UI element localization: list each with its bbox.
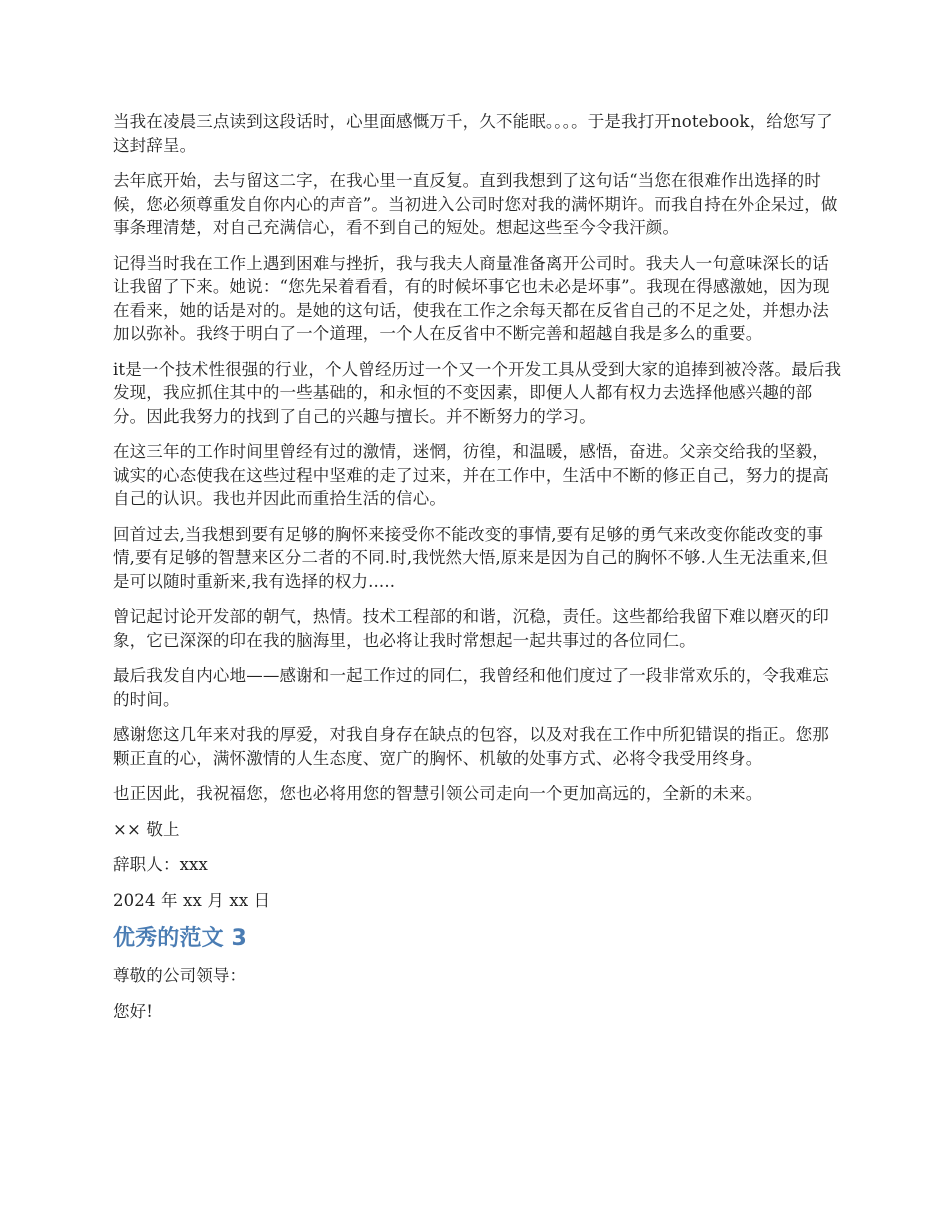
document-body — [113, 110, 843, 1035]
paragraph-blessing: 也正因此，我祝福您，您也必将用您的智慧引领公司走向一个更加高远的，全新的未来。 — [113, 784, 763, 803]
paragraph-wife-advice: 记得当时我在工作上遇到困难与挫折，我与我夫人商量准备离开公司时。我夫人一句意味深长的话让我留了下来。她说：“您先呆着看看，有的时候坏事它也未必是坏事”。我现在得感激她，因为现在看来，她的话是对的。是她的这句话，使我在工作之余每天都在反省自己的不足之处，并想办法加以弥补。我终于明白了一个道理，一个人在反省中不断完善和超越自我是多么的重要。 — [113, 253, 830, 343]
signature-date: 2024 年 xx 月 xx 日 — [113, 890, 271, 910]
paragraph-departments: 曾记起讨论开发部的朝气，热情。技术工程部的和谐，沉稳，责任。这些都给我留下难以磨灭的印象，它已深深的印在我的脑海里，也必将让我时常想起一起共事过的各位同仁。 — [113, 607, 829, 650]
paragraph-thanks-colleagues: 最后我发自内心地——感谢和一起工作过的同仁，我曾经和他们度过了一段非常欢乐的，令我难忘的时间。 — [113, 666, 829, 709]
salutation: 尊敬的公司领导： — [113, 966, 247, 985]
section-heading: 优秀的范文 3 — [113, 926, 248, 951]
signature-respectfully: ×× 敬上 — [113, 819, 180, 839]
paragraph-thanks-leader: 感谢您这几年来对我的厚爱，对我自身存在缺点的包容，以及对我在工作中所犯错误的指正。您那颗正直的心，满怀激情的人生态度、宽广的胸怀、机敏的处事方式、必将令我受用终身。 — [113, 725, 829, 768]
paragraph-looking-back: 回首过去,当我想到要有足够的胸怀来接受你不能改变的事情,要有足够的勇气来改变你能改变的事情,要有足够的智慧来区分二者的不同.时,我恍然大悟,原来是因为自己的胸怀不够.人生无法重来,但是可以随时重新来,我有选择的权力..... — [113, 524, 829, 591]
signature-resigner: 辞职人：xxx — [113, 855, 208, 874]
greeting: 您好! — [113, 1001, 154, 1021]
paragraph-three-years: 在这三年的工作时间里曾经有过的激情，迷惘，彷徨，和温暖，感悟，奋进。父亲交给我的坚毅，诚实的心态使我在这些过程中坚难的走了过来，并在工作中，生活中不断的修正自己，努力的提高自己的认识。我也并因此而重拾生活的信心。 — [113, 442, 829, 508]
paragraph-sleepless-night: 当我在凌晨三点读到这段话时，心里面感慨万千，久不能眠。。。。于是我打开notebook，给您写了这封辞呈。 — [113, 112, 833, 155]
paragraph-it-industry: it是一个技术性很强的行业，个人曾经历过一个又一个开发工具从受到大家的追捧到被冷落。最后我发现，我应抓住其中的一些基础的，和永恒的不变因素，即便人人都有权力去选择他感兴趣的部分。因此我努力的找到了自己的兴趣与擅长。并不断努力的学习。 — [113, 359, 842, 426]
paragraph-stay-or-leave: 去年底开始，去与留这二字，在我心里一直反复。直到我想到了这句话“当您在很难作出选择的时候，您必须尊重发自你内心的声音”。当初进入公司时您对我的满怀期许。而我自持在外企呆过，做事条理清楚，对自己充满信心，看不到自己的短处。想起这些至今令我汗颜。 — [113, 171, 838, 237]
